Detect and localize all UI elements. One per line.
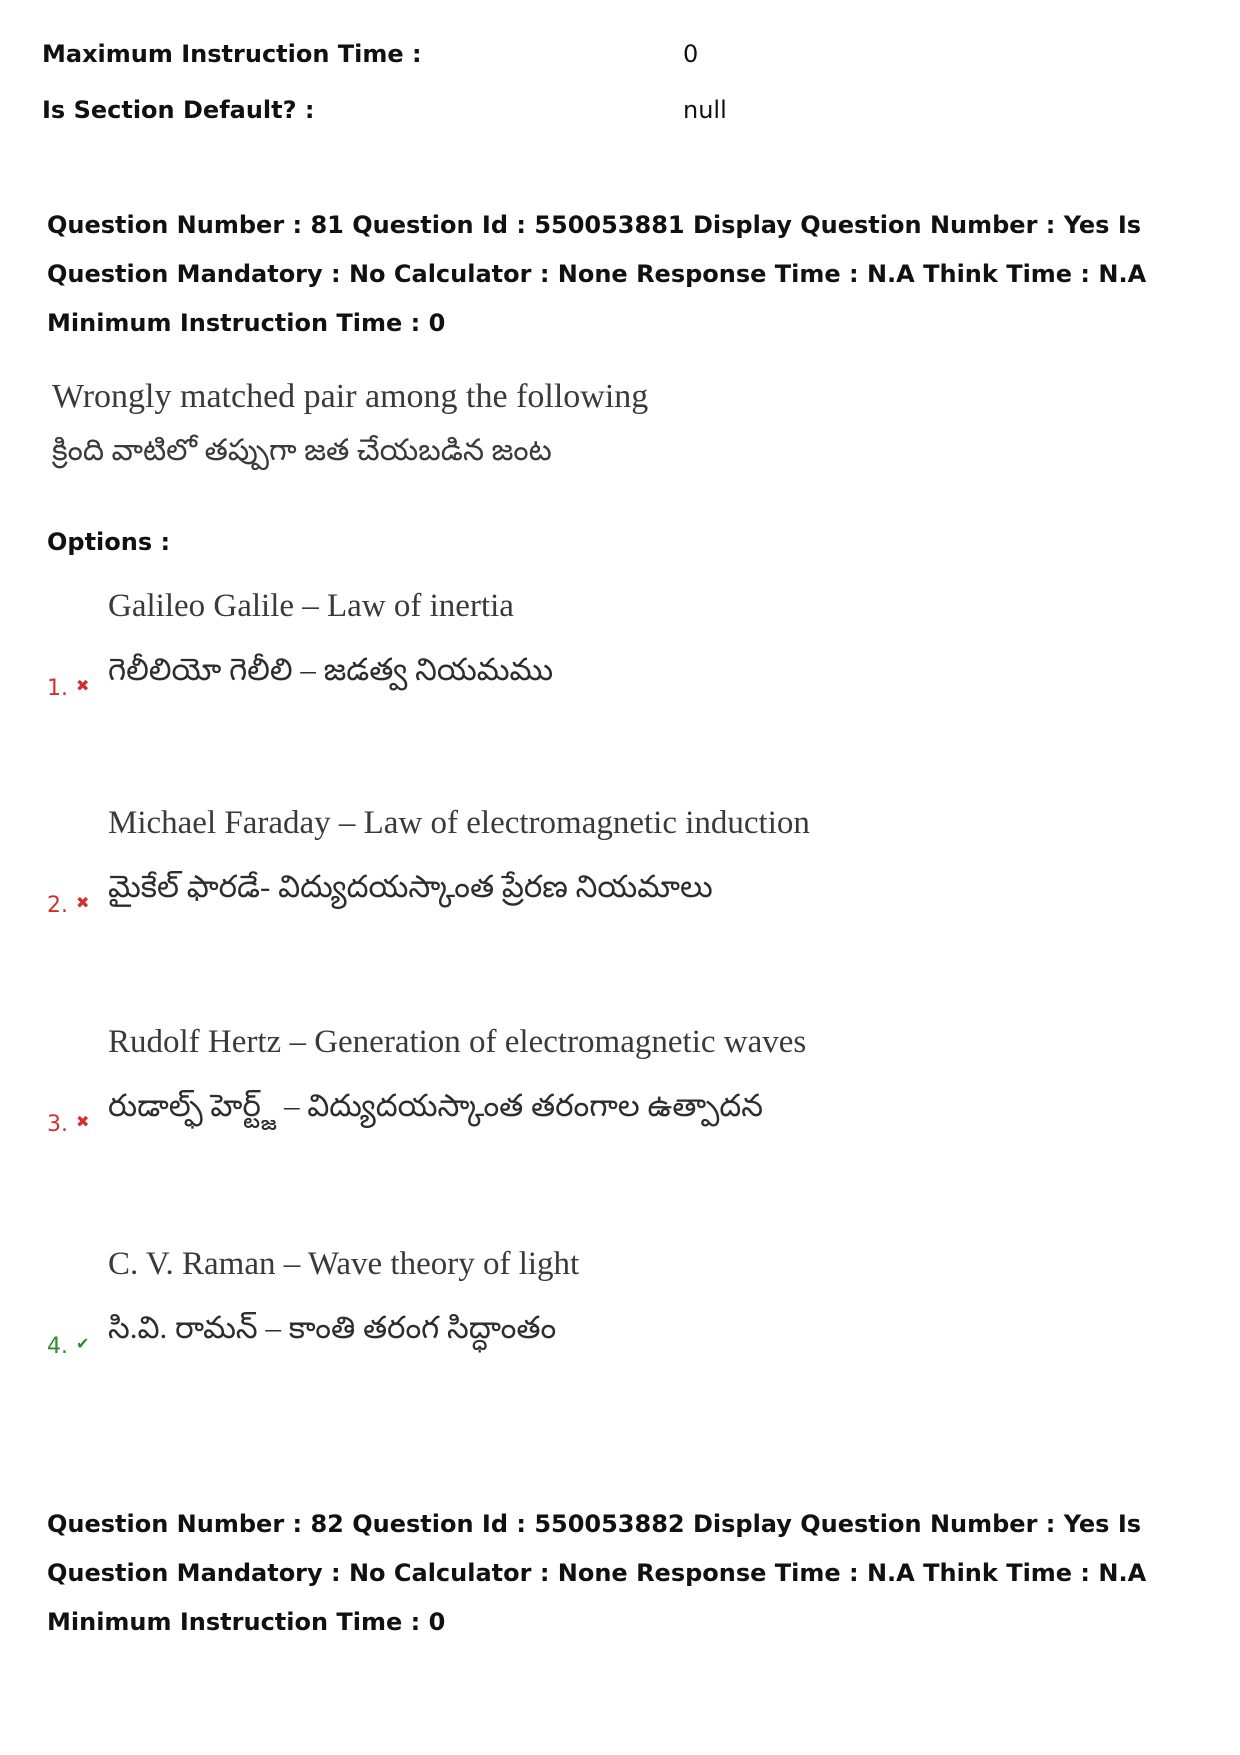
option-text-telugu: మైకేల్ ఫారడే- విద్యుదయస్కాంత ప్రేరణ నియమాలు <box>108 869 713 904</box>
question-text-telugu: క్రింది వాటిలో తప్పుగా జత చేయబడిన జంట <box>52 434 552 467</box>
question-81-text <box>52 378 648 475</box>
option-text-english: Rudolf Hertz – Generation of electromagnetic waves <box>108 1024 807 1060</box>
option-2 <box>0 805 1240 985</box>
option-text-telugu: రుడాల్ఫ్ హెర్ట్జ్ – విద్యుదయస్కాంత తరంగాల ఉత్పాదన <box>108 1088 763 1123</box>
option-text-english: Galileo Galile – Law of inertia <box>108 588 514 624</box>
option-1 <box>0 588 1240 768</box>
option-number: 1. ✖ <box>47 676 90 701</box>
question-text-english: Wrongly matched pair among the following <box>52 378 649 415</box>
option-4 <box>0 1246 1240 1426</box>
option-text-english: Michael Faraday – Law of electromagnetic induction <box>108 805 810 841</box>
cross-icon: ✖ <box>76 893 90 912</box>
meta-label: Maximum Instruction Time : <box>42 40 422 68</box>
question-81-header: Question Number : 81 Question Id : 550053881 Display Question Number : Yes Is Question Mandatory : No Calculator : None Response Time : N.A Think Time : N.A Minimum Instruction Time : 0 <box>47 211 1147 337</box>
option-number: 3. ✖ <box>47 1112 90 1137</box>
meta-value: null <box>683 96 727 124</box>
meta-value: 0 <box>683 40 699 68</box>
meta-label: Is Section Default? : <box>42 96 315 124</box>
cross-icon: ✖ <box>76 1112 90 1131</box>
options-label: Options : <box>47 528 171 556</box>
option-3 <box>0 1024 1240 1204</box>
cross-icon: ✖ <box>76 676 90 695</box>
checkmark-icon: ✔ <box>76 1334 90 1353</box>
option-text-telugu: సి.వి. రామన్ – కాంతి తరంగ సిద్ధాంతం <box>108 1310 557 1345</box>
option-text-english: C. V. Raman – Wave theory of light <box>108 1246 580 1282</box>
option-text-telugu: గెలీలియో గెలీలి – జడత్వ నియమము <box>108 652 554 687</box>
option-number: 2. ✖ <box>47 893 90 918</box>
question-82-header: Question Number : 82 Question Id : 550053882 Display Question Number : Yes Is Question Mandatory : No Calculator : None Response Time : N.A Think Time : N.A Minimum Instruction Time : 0 <box>47 1510 1147 1636</box>
option-number: 4. ✔ <box>47 1334 90 1359</box>
